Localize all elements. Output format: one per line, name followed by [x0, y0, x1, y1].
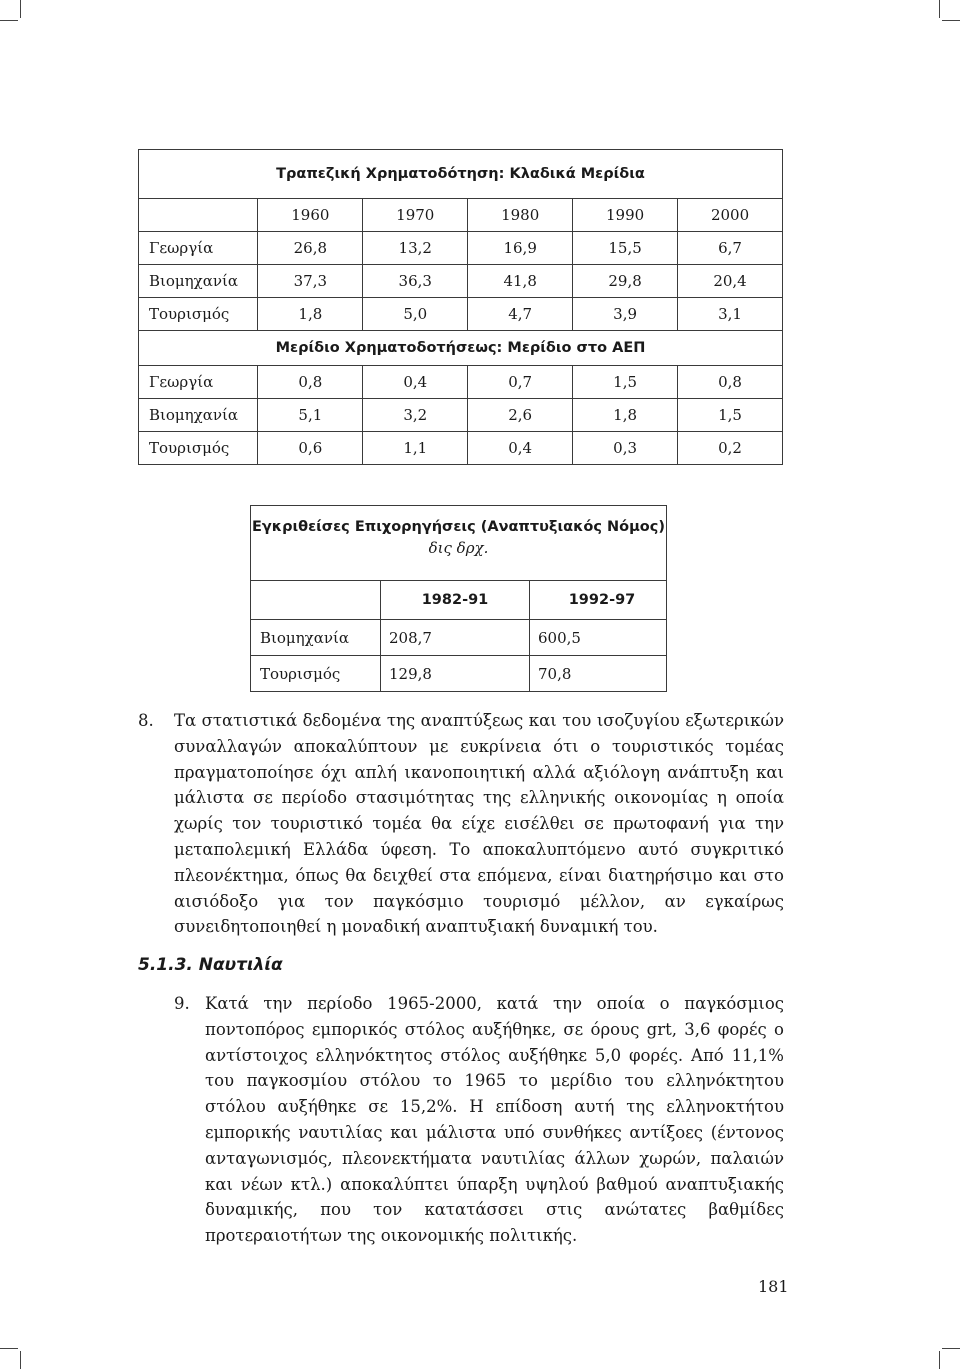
row-label: Γεωργία: [139, 366, 258, 399]
section-heading: 5.1.3. Ναυτιλία: [138, 955, 283, 975]
table-corner-cell: [251, 581, 381, 620]
table-cell: 15,5: [573, 232, 678, 265]
table-cell: 2,6: [468, 399, 573, 432]
table-cell: 70,8: [530, 656, 667, 692]
table-cell: 20,4: [678, 265, 783, 298]
table-cell: 208,7: [381, 620, 530, 656]
table-unit: δις δρχ.: [428, 539, 489, 557]
period-header: 1992-97: [530, 581, 667, 620]
table-cell: 37,3: [258, 265, 363, 298]
table-cell: 3,2: [363, 399, 468, 432]
crop-mark: [0, 1348, 18, 1349]
year-header: 1980: [468, 199, 573, 232]
row-label: Τουρισμός: [139, 298, 258, 331]
table-cell: 0,7: [468, 366, 573, 399]
table-row: [139, 399, 783, 432]
row-label: Βιομηχανία: [251, 620, 381, 656]
table-corner-cell: [139, 199, 258, 232]
table-cell: 0,6: [258, 432, 363, 465]
table-cell: 5,0: [363, 298, 468, 331]
paragraph-number: 9.: [174, 994, 190, 1013]
table-cell: 0,2: [678, 432, 783, 465]
paragraph-number: 8.: [138, 711, 154, 730]
table-row: [139, 432, 783, 465]
table-title: Εγκριθείσες Επιχορηγήσεις (Αναπτυξιακός Νόμος): [252, 519, 665, 535]
table-cell: 1,5: [573, 366, 678, 399]
table-row: [139, 366, 783, 399]
row-label: Βιομηχανία: [139, 265, 258, 298]
row-label: Γεωργία: [139, 232, 258, 265]
table-cell: 0,4: [363, 366, 468, 399]
grants-table-title-cell: [251, 506, 667, 581]
table-cell: 3,9: [573, 298, 678, 331]
year-header: 1970: [363, 199, 468, 232]
year-header: 1990: [573, 199, 678, 232]
table-cell: 600,5: [530, 620, 667, 656]
crop-mark: [942, 20, 960, 21]
grants-table: [250, 505, 667, 692]
year-header: 1960: [258, 199, 363, 232]
crop-mark: [20, 0, 21, 18]
table-cell: 1,5: [678, 399, 783, 432]
table-row: [139, 265, 783, 298]
table-cell: 36,3: [363, 265, 468, 298]
crop-mark: [0, 20, 18, 21]
period-header: 1982-91: [381, 581, 530, 620]
crop-mark: [20, 1351, 21, 1369]
table-cell: 4,7: [468, 298, 573, 331]
table-cell: 6,7: [678, 232, 783, 265]
paragraph-body: Κατά την περίοδο 1965-2000, κατά την οποία ο παγκόσμιος ποντοπόρος εμπορικός στόλος αυξήθηκε, σε όρους grt, 3,6 φορές ο αντίστοιχος ελληνόκτητος στόλος αυξήθηκε 5,0 φορές. Από 11,1% του παγκοσμίου στόλου το 1965 το μερίδιο του ελληνόκτητου στόλου αυξήθηκε σε 15,2%. Η επίδοση αυτή της ελληνοκτήτου εμπορικής ναυτιλίας και μάλιστα υπό συνθήκες αντίξοες (έντονος ανταγωνισμός, πλεονεκτήματα ναυτιλίας άλλων χωρών, παλαιών και νέων κτλ.) αποκαλύπτει ύπαρξη υψηλού βαθμού αναπτυξιακής δυναμικής, που τον κατατάσσει στις ανώτατες βαθμίδες προτεραιοτήτων της οικονομικής πολιτικής.: [205, 994, 784, 1246]
bank-financing-table: [138, 149, 783, 465]
table-row: [139, 232, 783, 265]
table-cell: 29,8: [573, 265, 678, 298]
table-cell: 1,1: [363, 432, 468, 465]
table-row: [139, 298, 783, 331]
table-cell: 3,1: [678, 298, 783, 331]
row-label: Τουρισμός: [251, 656, 381, 692]
table-cell: 41,8: [468, 265, 573, 298]
crop-mark: [942, 1348, 960, 1349]
table-cell: 0,8: [258, 366, 363, 399]
table-cell: 26,8: [258, 232, 363, 265]
year-header: 2000: [678, 199, 783, 232]
paragraph-body: Τα στατιστικά δεδομένα της αναπτύξεως και του ισοζυγίου εξωτερικών συναλλαγών αποκαλύπτουν με ευκρίνεια ότι ο τουριστικός τομέας πραγματοποίησε όχι απλή ικανοποιητική αλλά αξιόλογη ανάπτυξη και μάλιστα σε περίοδο στασιμότητας της ελληνικής οικονομίας η οποία χωρίς τον τουριστικό τομέα θα είχε εισέλθει σε πρωτοφανή για την μεταπολεμική Ελλάδα ύφεση. Το αποκαλυπτόμενο αυτό συγκριτικό πλεονέκτημα, όπως θα δειχθεί στα επόμενα, είναι διατηρήσιμο και στο αισιόδοξο για τον παγκόσμιο τουρισμό μέλλον, αν εγκαίρως συνειδητοποιηθεί η μοναδική αναπτυξιακή δυναμική του.: [174, 711, 784, 937]
table-cell: 16,9: [468, 232, 573, 265]
page-number: 181: [758, 1277, 789, 1296]
table-subtitle: Μερίδιο Χρηματοδοτήσεως: Μερίδιο στο ΑΕΠ: [139, 331, 783, 366]
table-cell: 1,8: [258, 298, 363, 331]
crop-mark: [939, 0, 940, 18]
table-cell: 0,4: [468, 432, 573, 465]
table-cell: 0,3: [573, 432, 678, 465]
table-title: Τραπεζική Χρηματοδότηση: Κλαδικά Μερίδια: [139, 150, 783, 199]
table-row: [251, 656, 667, 692]
table-cell: 13,2: [363, 232, 468, 265]
crop-mark: [939, 1351, 940, 1369]
row-label: Βιομηχανία: [139, 399, 258, 432]
row-label: Τουρισμός: [139, 432, 258, 465]
table-cell: 1,8: [573, 399, 678, 432]
table-row: [251, 620, 667, 656]
table-cell: 5,1: [258, 399, 363, 432]
table-cell: 0,8: [678, 366, 783, 399]
table-cell: 129,8: [381, 656, 530, 692]
